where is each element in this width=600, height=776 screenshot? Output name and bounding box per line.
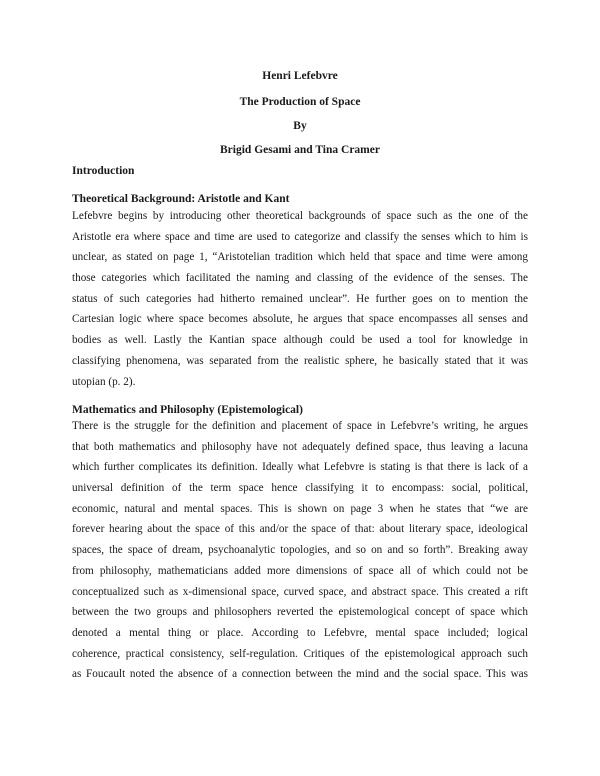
paragraph-line: spaces, the space of dream, psychoanalytic topologies, and so on and so forth”. Breaking away xyxy=(72,544,528,557)
paragraph-line: which further complicates its definition. Ideally what Lefebvre is stating is that there is lack of a xyxy=(72,461,528,474)
paragraph-theoretical-background xyxy=(72,206,528,392)
paragraph-line: denoted a mental thing or place. According to Lefebvre, mental space included; logical xyxy=(72,626,528,639)
paragraph-line: universal definition of the term space hence classifying it to encompass: social, political, xyxy=(72,482,528,495)
paragraph-line: forever hearing about the space of this and/or the space of that: about literary space, ideological xyxy=(72,523,528,536)
paragraph-line: that both mathematics and philosophy have not adequately defined space, thus leaving a lacuna xyxy=(72,440,528,453)
paragraph-line: as Foucault noted the absence of a connection between the mind and the social space. This was xyxy=(72,668,528,681)
paragraph-line: utopian (p. 2). xyxy=(72,375,136,388)
paragraph-line: unclear, as stated on page 1, “Aristotelian tradition which held that space and time were among xyxy=(72,251,528,264)
paragraph-mathematics-philosophy xyxy=(72,416,528,685)
paragraph-line: There is the struggle for the definition and placement of space in Lefebvre’s writing, he argues xyxy=(72,420,528,432)
paragraph-line: status of such categories had hitherto remained unclear”. He further goes on to mention the xyxy=(72,292,528,305)
section-heading-theoretical-background: Theoretical Background: Aristotle and Kant xyxy=(72,193,290,205)
paragraph-line: between the two groups and philosophers reverted the epistemological concept of space which xyxy=(72,606,528,619)
document-title: The Production of Space xyxy=(239,96,361,108)
by-line: By xyxy=(293,120,307,132)
section-heading-mathematics-philosophy: Mathematics and Philosophy (Epistemological) xyxy=(72,404,303,416)
paragraph-line: from philosophy, mathematicians added more dimensions of space all of which could not be xyxy=(72,564,528,577)
paragraph-line: classifying phenomena, was separated from the realistic sphere, he basically stated that it was xyxy=(72,354,528,367)
paragraph-line: Aristotle era where space and time are used to categorize and classify the senses which to him is xyxy=(72,230,528,243)
paragraph-line: bodies as well. Lastly the Kantian space although could be used a tool for knowledge in xyxy=(72,334,528,347)
paragraph-line: economic, natural and mental spaces. This is shown on page 3 when he states that “we are xyxy=(72,502,528,515)
presenters-line: Brigid Gesami and Tina Cramer xyxy=(220,144,380,156)
paragraph-line: conceptualized such as x-dimensional space, curved space, and abstract space. This created a rift xyxy=(72,585,528,598)
paragraph-line: Lefebvre begins by introducing other theoretical backgrounds of space such as the one of the xyxy=(72,210,528,222)
paragraph-line: coherence, practical consistency, self-regulation. Critiques of the epistemological approach such xyxy=(72,647,528,660)
author-name: Henri Lefebvre xyxy=(262,70,338,82)
paragraph-line: those categories which facilitated the naming and classing of the evidence of the senses. The xyxy=(72,272,528,285)
introduction-heading: Introduction xyxy=(72,165,135,177)
paragraph-line: Cartesian logic where space becomes absolute, he argues that space encompasses all senses and xyxy=(72,313,528,326)
